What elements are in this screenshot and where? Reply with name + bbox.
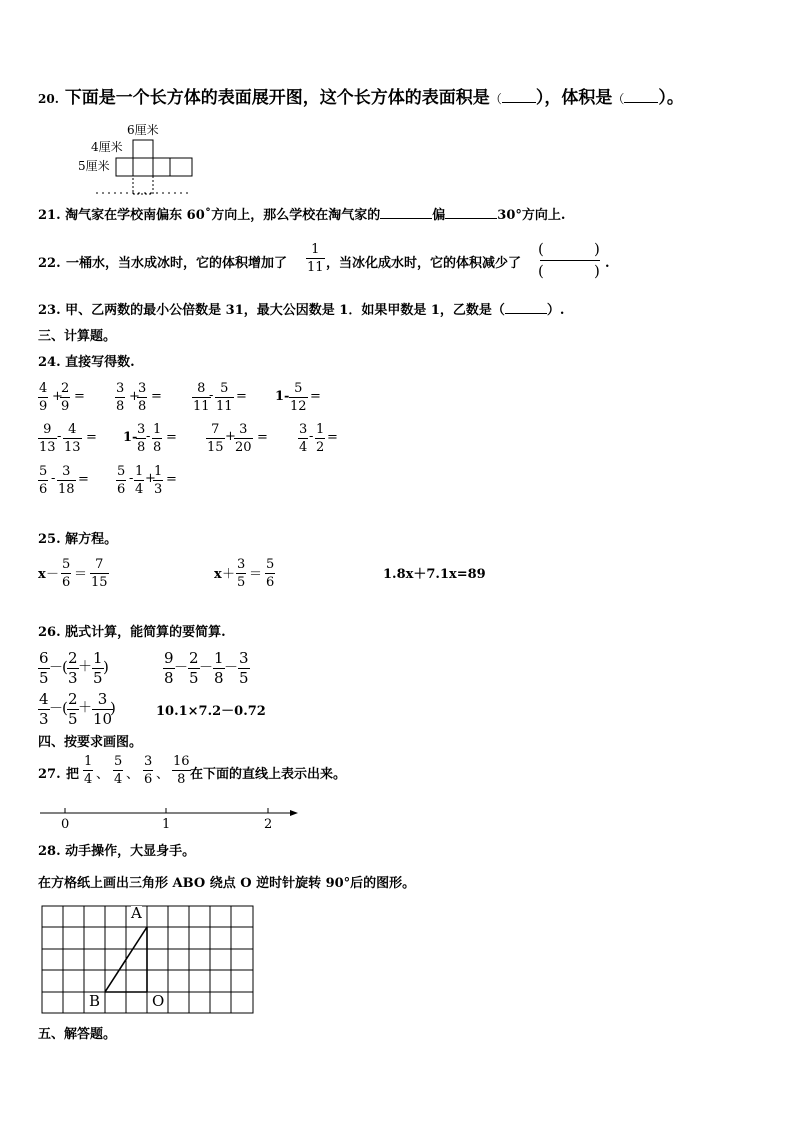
denominator: 8 — [138, 399, 147, 414]
denominator: 4 — [84, 772, 93, 787]
minus-sign: - — [209, 388, 214, 403]
denominator: 6 — [39, 482, 48, 497]
plus-sign: + — [225, 429, 236, 444]
numerator: 1 — [154, 464, 163, 479]
equals-sign: ＝ — [249, 567, 263, 582]
denominator: 5 — [237, 575, 246, 590]
numerator: 16 — [173, 754, 190, 769]
numerator: 1 — [311, 242, 320, 257]
equals-sign: = — [74, 389, 85, 404]
net-label-left: 5厘米 — [78, 159, 110, 173]
q22-paren-close-bottom: ) — [594, 262, 600, 280]
q22-paren-close-top: ) — [594, 240, 600, 258]
tick-label-0: 0 — [61, 817, 70, 832]
denominator: 5 — [93, 669, 103, 687]
denominator: 3 — [154, 482, 163, 497]
minus-sign: － — [46, 567, 60, 582]
minus-sign: - — [57, 429, 62, 444]
denominator: 10 — [93, 710, 113, 728]
minus-sign: － — [199, 660, 213, 676]
numerator: 5 — [117, 464, 126, 479]
denominator: 13 — [64, 440, 81, 455]
plus-sign: ＋ — [78, 700, 92, 716]
one-minus: 1- — [123, 430, 138, 445]
equals-sign: = — [86, 430, 97, 445]
q20-paren-open-1: （ — [489, 92, 502, 106]
denominator: 5 — [68, 710, 78, 728]
numerator: 3 — [62, 464, 71, 479]
numerator: 8 — [197, 381, 206, 396]
denominator: 4 — [114, 772, 123, 787]
minus-sign: - — [129, 471, 134, 486]
point-o-label: O — [152, 992, 165, 1010]
q22-text-1: 一桶水，当水成冰时，它的体积增加了 — [66, 256, 288, 271]
q22-number: 22. — [38, 256, 61, 271]
q22-text-2: ，当冰化成水时，它的体积减少了 — [326, 256, 522, 271]
q24-title: 直接写得数. — [65, 355, 135, 370]
q25-title: 解方程。 — [65, 532, 118, 547]
numerator: 5 — [294, 381, 303, 396]
numerator: 3 — [237, 557, 246, 572]
denominator: 5 — [189, 669, 199, 687]
denominator: 15 — [207, 440, 224, 455]
minus-sign: - — [51, 471, 56, 486]
denominator: 9 — [61, 399, 70, 414]
equals-sign: = — [166, 472, 177, 487]
numerator: 1 — [135, 464, 144, 479]
numerator: 3 — [116, 381, 125, 396]
plus-sign: + — [145, 471, 156, 486]
equals-sign: = — [327, 430, 338, 445]
one-minus: 1- — [275, 389, 290, 404]
numerator: 7 — [211, 422, 220, 437]
numerator: 5 — [114, 754, 123, 769]
denominator: 8 — [137, 440, 146, 455]
equals-sign: = — [166, 430, 177, 445]
q27-post: 在下面的直线上表示出来。 — [190, 767, 347, 782]
right-paren: ) — [103, 658, 109, 676]
minus-sign: － — [224, 660, 238, 676]
q20-volume-text: 体积是 — [561, 88, 613, 108]
numerator: 3 — [138, 381, 147, 396]
equals-sign: = — [310, 389, 321, 404]
numerator: 1 — [153, 422, 162, 437]
minus-sign: － — [49, 701, 63, 717]
equals-sign: = — [151, 389, 162, 404]
numerator: 3 — [239, 422, 248, 437]
numerator: 6 — [39, 649, 49, 667]
q22-paren-open-top: ( — [538, 240, 544, 258]
q26-title: 脱式计算，能简算的要简算. — [65, 625, 226, 640]
denominator: 8 — [214, 669, 224, 687]
q21-number: 21. — [38, 208, 61, 223]
denominator: 6 — [62, 575, 71, 590]
q20-paren-open-2: （ — [612, 92, 625, 106]
numerator: 5 — [62, 557, 71, 572]
numerator: 5 — [39, 464, 48, 479]
q23-text: 甲、乙两数的最小公倍数是 31，最大公因数是 1．如果甲数是 1，乙数是（ — [65, 303, 505, 318]
point-b-label: B — [89, 992, 101, 1010]
q26-number: 26. — [38, 625, 61, 640]
numerator: 1 — [84, 754, 93, 769]
q27-pre: 把 — [66, 767, 80, 782]
denominator: 18 — [58, 482, 75, 497]
numerator: 2 — [68, 649, 78, 667]
q26-expression-4: 10.1×7.2－0.72 — [156, 704, 266, 719]
denominator: 4 — [299, 440, 308, 455]
minus-sign: - — [309, 429, 314, 444]
equals-sign: = — [78, 472, 89, 487]
numerator: 3 — [144, 754, 153, 769]
equals-sign: = — [257, 430, 268, 445]
left-paren: ( — [62, 658, 68, 676]
q21-mid: 偏 — [432, 208, 446, 223]
denominator: 3 — [39, 710, 49, 728]
numerator: 1 — [316, 422, 325, 437]
numerator: 3 — [299, 422, 308, 437]
numerator: 2 — [68, 690, 78, 708]
equals-sign: ＝ — [74, 567, 88, 582]
net-label-mid: 4厘米 — [91, 140, 123, 154]
denominator: 6 — [266, 575, 275, 590]
separator: 、 — [156, 767, 170, 782]
denominator: 4 — [135, 482, 144, 497]
q20-number: 20. — [38, 92, 59, 106]
section-3-heading: 三、计算题。 — [38, 329, 117, 344]
plus-sign: ＋ — [78, 659, 92, 675]
q20-paren-close-1: ）， — [535, 88, 562, 108]
q24-number: 24. — [38, 355, 61, 370]
numerator: 5 — [266, 557, 275, 572]
plus-sign: + — [129, 389, 140, 404]
denominator: 12 — [290, 399, 307, 414]
numerator: 9 — [164, 649, 174, 667]
minus-sign: - — [146, 429, 151, 444]
denominator: 6 — [117, 482, 126, 497]
numerator: 5 — [220, 381, 229, 396]
q20-paren-close-2: ）。 — [658, 88, 684, 108]
numerator: 3 — [239, 649, 249, 667]
equals-sign: = — [236, 389, 247, 404]
denominator: 5 — [239, 669, 249, 687]
denominator: 5 — [39, 669, 49, 687]
separator: 、 — [96, 767, 110, 782]
q20-text: 下面是一个长方体的表面展开图，这个长方体的表面积是 — [64, 88, 490, 108]
q28-instruction: 在方格纸上画出三角形 ABO 绕点 O 逆时针旋转 90°后的图形。 — [38, 876, 416, 891]
section-5-heading: 五、解答题。 — [38, 1027, 117, 1042]
plus-sign: + — [52, 389, 63, 404]
numerator: 4 — [39, 690, 49, 708]
q27-number: 27. — [38, 767, 61, 782]
numerator: 3 — [97, 690, 108, 708]
q23-number: 23. — [38, 303, 61, 318]
denominator: 3 — [68, 669, 78, 687]
q21-text: 淘气家在学校南偏东 60˚方向上，那么学校在淘气家的 — [65, 208, 381, 223]
denominator: 15 — [91, 575, 108, 590]
denominator: 8 — [116, 399, 125, 414]
tick-label-2: 2 — [264, 817, 273, 832]
denominator: 8 — [177, 772, 186, 787]
minus-sign: － — [174, 660, 188, 676]
q28-title: 动手操作，大显身手。 — [65, 844, 196, 859]
plus-sign: ＋ — [222, 567, 236, 582]
q21-end: 30°方向上. — [497, 208, 566, 223]
right-paren: ) — [110, 699, 116, 717]
variable-x: x — [38, 567, 46, 582]
q28-number: 28. — [38, 844, 61, 859]
numerator: 9 — [43, 422, 52, 437]
numerator: 4 — [68, 422, 77, 437]
denominator: 20 — [235, 440, 252, 455]
numerator: 4 — [39, 381, 48, 396]
numerator: 1 — [93, 649, 103, 667]
denominator: 6 — [144, 772, 153, 787]
numerator: 7 — [95, 557, 104, 572]
q25-equation-3: 1.8x＋7.1x=89 — [383, 567, 486, 582]
denominator: 8 — [153, 440, 162, 455]
denominator: 2 — [316, 440, 325, 455]
q25-number: 25. — [38, 532, 61, 547]
numerator: 2 — [61, 381, 70, 396]
numerator: 2 — [189, 649, 199, 667]
denominator: 11 — [307, 260, 324, 275]
q22-paren-open-bottom: ( — [538, 262, 544, 280]
numerator: 1 — [214, 649, 224, 667]
left-paren: ( — [62, 699, 68, 717]
numerator: 3 — [137, 422, 146, 437]
q22-end: . — [605, 256, 610, 271]
denominator: 8 — [164, 669, 174, 687]
q23-end: ）. — [546, 303, 565, 318]
denominator: 11 — [216, 399, 233, 414]
denominator: 11 — [193, 399, 210, 414]
separator: 、 — [126, 767, 140, 782]
tick-label-1: 1 — [162, 817, 171, 832]
denominator: 13 — [39, 440, 56, 455]
variable-x: x — [214, 567, 222, 582]
minus-sign: － — [49, 660, 63, 676]
net-label-top: 6厘米 — [127, 123, 159, 137]
section-4-heading: 四、按要求画图。 — [38, 735, 143, 750]
denominator: 9 — [39, 399, 48, 414]
point-a-label: A — [131, 904, 142, 922]
